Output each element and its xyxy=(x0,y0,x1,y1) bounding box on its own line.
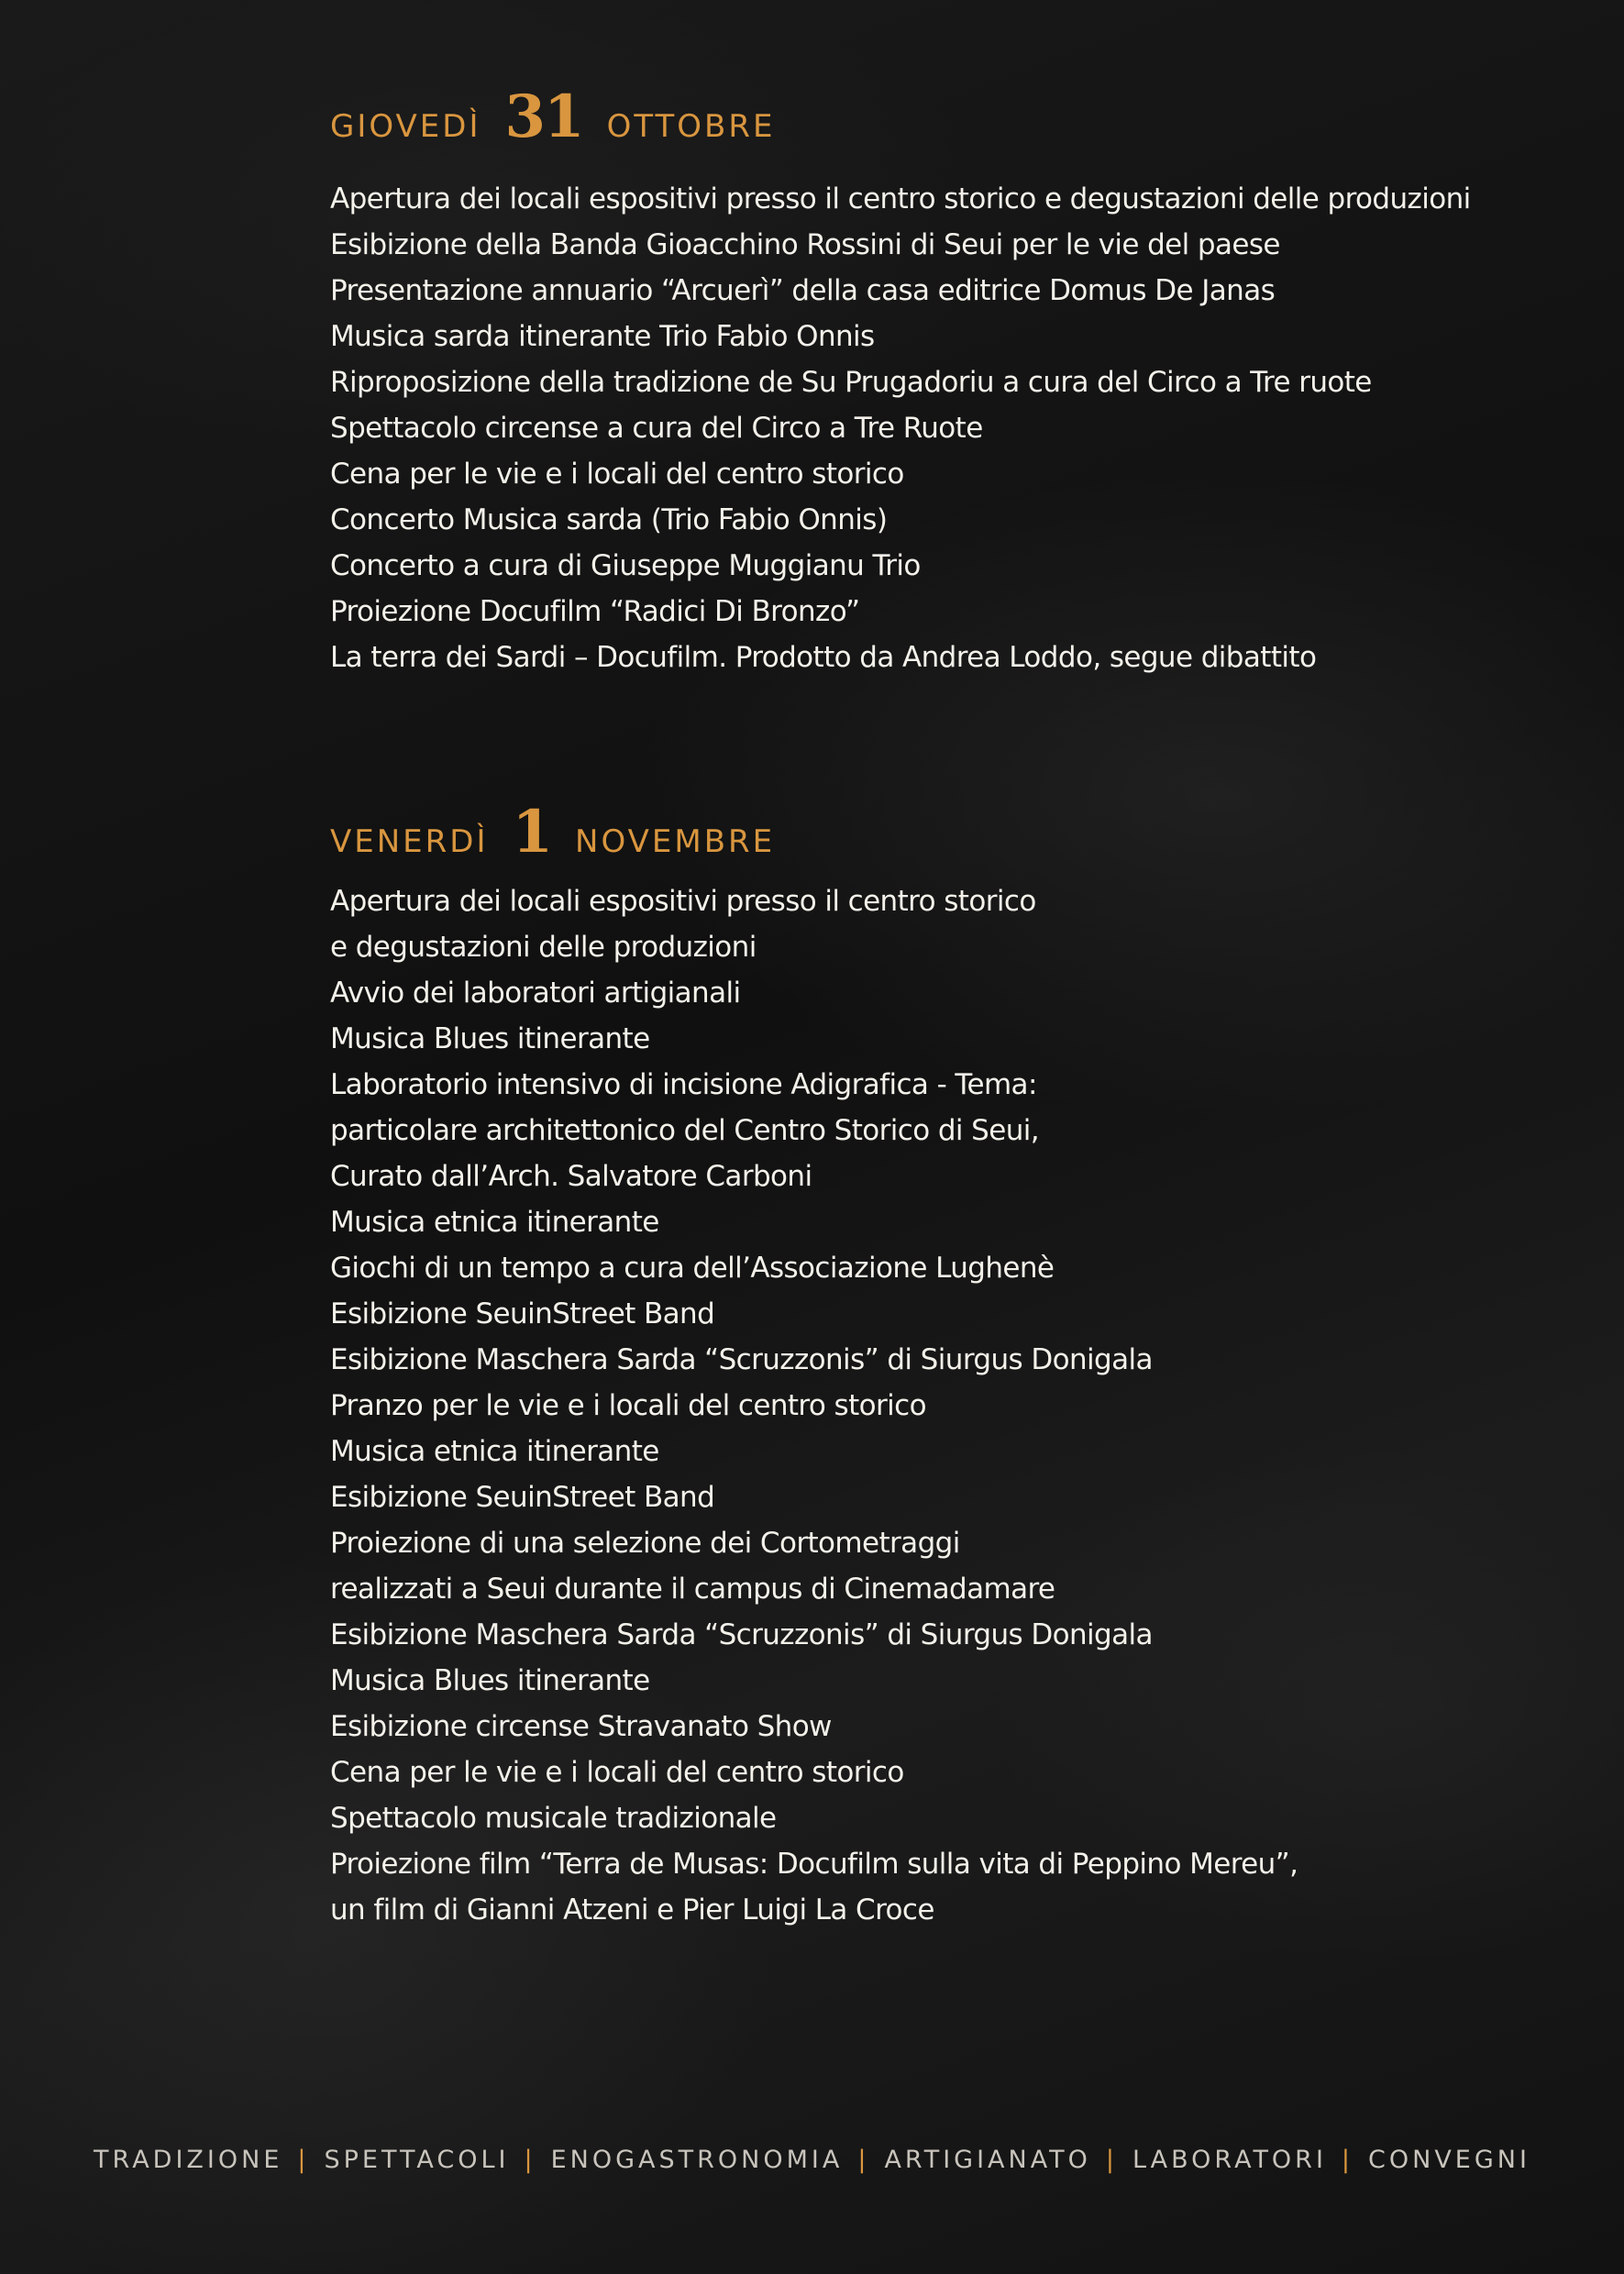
separator: | xyxy=(1341,2146,1354,2174)
event-description: Avvio dei laboratori artigianali xyxy=(330,977,741,1010)
event-description: Esibizione SeuinStreet Band xyxy=(330,1297,715,1330)
event-description: Cena per le vie e i locali del centro storico xyxy=(330,1756,904,1789)
separator: | xyxy=(857,2146,870,2174)
event-description: La terra dei Sardi – Docufilm. Prodotto da Andrea Loddo, segue dibattito xyxy=(330,641,1317,674)
event-description: Musica etnica itinerante xyxy=(330,1435,659,1468)
event-description: Giochi di un tempo a cura dell’Associazione Lughenè xyxy=(330,1252,1055,1285)
footer-category: TRADIZIONE xyxy=(94,2146,283,2174)
event-description: Apertura dei locali espositivi presso il centro storico e degustazioni delle produzioni xyxy=(330,182,1471,215)
footer-category: ENOGASTRONOMIA xyxy=(550,2146,844,2174)
event-description: realizzati a Seui durante il campus di Cinemadamare xyxy=(330,1573,1055,1606)
event-description: Concerto Musica sarda (Trio Fabio Onnis) xyxy=(330,503,888,536)
weekday-label: GIOVEDÌ xyxy=(330,108,481,145)
event-description: Esibizione Maschera Sarda “Scruzzonis” di Siurgus Donigala xyxy=(330,1618,1153,1651)
day-heading xyxy=(330,798,775,871)
event-description: Apertura dei locali espositivi presso il centro storico xyxy=(330,885,1036,918)
month-label: NOVEMBRE xyxy=(575,823,776,860)
event-description: Cena per le vie e i locali del centro storico xyxy=(330,458,904,491)
event-description: Spettacolo circense a cura del Circo a Tre Ruote xyxy=(330,412,983,445)
footer-category: LABORATORI xyxy=(1132,2146,1327,2174)
day-number: 1 xyxy=(512,798,552,867)
event-description: Spettacolo musicale tradizionale xyxy=(330,1802,777,1835)
footer-category: SPETTACOLI xyxy=(324,2146,510,2174)
event-description: Presentazione annuario “Arcuerì” della casa editrice Domus De Janas xyxy=(330,274,1276,307)
event-description: Esibizione SeuinStreet Band xyxy=(330,1481,715,1514)
separator: | xyxy=(1105,2146,1118,2174)
month-label: OTTOBRE xyxy=(606,108,776,145)
separator: | xyxy=(297,2146,310,2174)
event-description: Riproposizione della tradizione de Su Prugadoriu a cura del Circo a Tre ruote xyxy=(330,366,1372,399)
event-description: Proiezione Docufilm “Radici Di Bronzo” xyxy=(330,595,860,628)
event-description: Musica Blues itinerante xyxy=(330,1022,650,1055)
event-description: Esibizione circense Stravanato Show xyxy=(330,1710,832,1743)
event-description: Musica Blues itinerante xyxy=(330,1664,650,1697)
day-number: 31 xyxy=(504,83,583,151)
day-heading xyxy=(330,83,775,156)
separator: | xyxy=(524,2146,536,2174)
event-description: Esibizione della Banda Gioacchino Rossini di Seui per le vie del paese xyxy=(330,228,1280,261)
event-description: Laboratorio intensivo di incisione Adigrafica - Tema: xyxy=(330,1068,1037,1101)
event-description: Pranzo per le vie e i locali del centro storico xyxy=(330,1389,926,1422)
event-description: particolare architettonico del Centro Storico di Seui, xyxy=(330,1114,1040,1147)
event-description: Concerto a cura di Giuseppe Muggianu Trio xyxy=(330,549,921,582)
event-description: Curato dall’Arch. Salvatore Carboni xyxy=(330,1160,812,1193)
event-description: Esibizione Maschera Sarda “Scruzzonis” di Siurgus Donigala xyxy=(330,1343,1153,1376)
event-description: Proiezione film “Terra de Musas: Docufilm sulla vita di Peppino Mereu”, xyxy=(330,1848,1298,1881)
event-description: Musica etnica itinerante xyxy=(330,1206,659,1239)
footer-categories xyxy=(0,2146,1624,2174)
event-description: e degustazioni delle produzioni xyxy=(330,931,757,964)
event-description: Musica sarda itinerante Trio Fabio Onnis xyxy=(330,320,875,353)
event-description: Proiezione di una selezione dei Cortometraggi xyxy=(330,1527,960,1560)
footer-category: CONVEGNI xyxy=(1368,2146,1530,2174)
footer-category: ARTIGIANATO xyxy=(884,2146,1091,2174)
weekday-label: VENERDÌ xyxy=(330,823,489,860)
event-description: un film di Gianni Atzeni e Pier Luigi La Croce xyxy=(330,1893,934,1926)
